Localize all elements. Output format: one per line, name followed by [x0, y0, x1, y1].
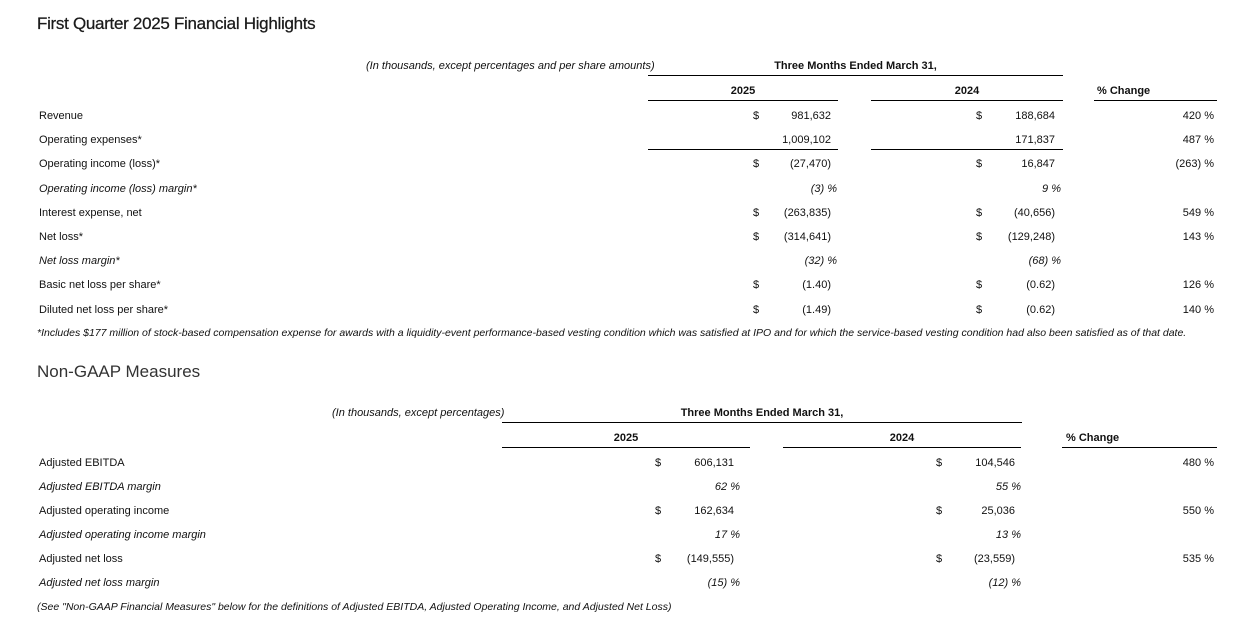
value-2025: 62 % [714, 481, 740, 493]
dollar-sign: $ [655, 553, 662, 565]
percent-change: 535 % [1182, 553, 1214, 565]
dollar-sign: $ [753, 110, 760, 122]
value-2024: 188,684 [1015, 110, 1055, 122]
value-2024: 55 % [995, 481, 1021, 493]
subtotal-line-2024 [871, 149, 1063, 150]
value-2024: (0.62) [1026, 279, 1055, 292]
column-header-2024-2: 2024 [889, 432, 915, 444]
period-header: Three Months Ended March 31, [774, 60, 937, 72]
row-label: Adjusted EBITDA [39, 457, 125, 469]
value-2024: (40,656) [1014, 206, 1055, 219]
dollar-sign: $ [976, 206, 983, 219]
value-2025: 981,632 [791, 110, 831, 122]
row-label: Interest expense, net [39, 206, 142, 219]
dollar-sign: $ [753, 279, 760, 292]
row-label: Adjusted net loss margin [39, 577, 160, 589]
dollar-sign: $ [936, 505, 943, 517]
value-2024: 171,837 [1015, 134, 1055, 147]
value-2025: (15) % [707, 577, 740, 589]
column-header-2025-2: 2025 [613, 432, 639, 444]
value-2025: (263,835) [783, 206, 831, 219]
row-label: Adjusted operating income margin [39, 529, 206, 541]
dollar-sign: $ [655, 505, 662, 517]
percent-change: 549 % [1182, 206, 1214, 219]
value-2025: (1.49) [802, 303, 831, 316]
value-2025: (27,470) [790, 158, 831, 171]
value-2024: 25,036 [981, 505, 1015, 517]
header-underline-change-2 [1062, 447, 1217, 448]
value-2024: 16,847 [1021, 158, 1055, 171]
column-header-2024: 2024 [954, 85, 980, 97]
dollar-sign: $ [976, 303, 983, 316]
value-2025: 606,131 [694, 457, 734, 469]
percent-change: 480 % [1182, 457, 1214, 469]
value-2024: 13 % [995, 529, 1021, 541]
page-title: First Quarter 2025 Financial Highlights [37, 14, 316, 33]
column-header-2025: 2025 [730, 85, 756, 97]
units-note-2: (In thousands, except percentages) [332, 407, 505, 419]
row-label: Net loss* [39, 231, 84, 243]
period-header-underline [648, 75, 1063, 76]
dollar-sign: $ [976, 110, 983, 122]
percent-change: 126 % [1182, 279, 1214, 292]
row-label: Operating income (loss)* [39, 158, 161, 171]
dollar-sign: $ [655, 457, 662, 469]
row-label: Basic net loss per share* [39, 279, 161, 292]
column-header-change-2: % Change [1066, 432, 1120, 444]
row-label: Diluted net loss per share* [39, 303, 169, 316]
header-underline-2025-2 [502, 447, 750, 448]
row-label: Net loss margin* [39, 255, 120, 268]
column-header-change: % Change [1097, 85, 1151, 97]
dollar-sign: $ [753, 158, 760, 171]
dollar-sign: $ [976, 279, 983, 292]
dollar-sign: $ [753, 231, 760, 243]
value-2025: 162,634 [694, 505, 734, 517]
percent-change: (263) % [1175, 158, 1214, 171]
non-gaap-footnote: (See "Non-GAAP Financial Measures" below for the definitions of Adjusted EBITDA, Adjusted Operating Income, and Adjusted Net Loss) [37, 601, 672, 613]
section-title: Non-GAAP Measures [37, 362, 201, 381]
units-note: (In thousands, except percentages and per share amounts) [366, 60, 655, 72]
header-underline-2024-2 [783, 447, 1021, 448]
percent-change: 550 % [1182, 505, 1214, 517]
percent-change: 487 % [1182, 134, 1214, 147]
period-header-2: Three Months Ended March 31, [680, 407, 844, 419]
value-2025: (3) % [810, 182, 837, 195]
value-2024: (12) % [988, 577, 1021, 589]
value-2024: (23,559) [974, 553, 1015, 565]
header-underline-change [1094, 100, 1217, 101]
period-header-underline-2 [502, 422, 1022, 423]
value-2025: (149,555) [686, 553, 734, 565]
value-2025: 17 % [714, 529, 740, 541]
value-2025: (314,641) [783, 231, 831, 243]
value-2024: 104,546 [975, 457, 1015, 469]
header-underline-2024 [871, 100, 1063, 101]
percent-change: 140 % [1182, 303, 1214, 316]
row-label: Operating expenses* [39, 134, 142, 147]
dollar-sign: $ [976, 158, 983, 171]
value-2024: (129,248) [1007, 231, 1055, 243]
dollar-sign: $ [936, 553, 943, 565]
footnote: *Includes $177 million of stock-based compensation expense for awards with a liquidity-event performance-based vesting condition which was satisfied at IPO and for which the service-based vesting condition had also been satisfied as of that date. [37, 327, 1187, 339]
row-label: Revenue [39, 110, 84, 122]
dollar-sign: $ [976, 231, 983, 243]
value-2024: 9 % [1042, 182, 1061, 195]
row-label: Adjusted net loss [39, 553, 123, 565]
dollar-sign: $ [753, 303, 760, 316]
value-2025: 1,009,102 [782, 134, 831, 147]
value-2024: (68) % [1028, 255, 1061, 268]
percent-change: 420 % [1182, 110, 1214, 122]
dollar-sign: $ [753, 206, 760, 219]
row-label: Adjusted operating income [39, 505, 170, 517]
header-underline-2025 [648, 100, 838, 101]
subtotal-line-2025 [648, 149, 838, 150]
value-2024: (0.62) [1026, 303, 1055, 316]
dollar-sign: $ [936, 457, 943, 469]
row-label: Operating income (loss) margin* [39, 182, 197, 195]
value-2025: (32) % [804, 255, 837, 268]
row-label: Adjusted EBITDA margin [39, 481, 161, 493]
percent-change: 143 % [1182, 231, 1214, 243]
value-2025: (1.40) [802, 279, 831, 292]
